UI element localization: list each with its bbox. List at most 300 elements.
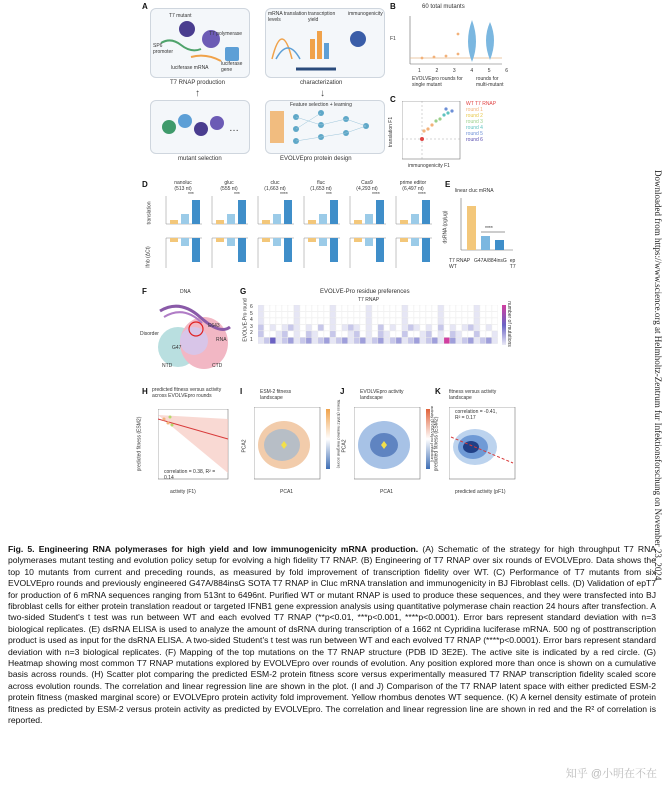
bar — [330, 238, 338, 262]
heatmap-cell — [462, 331, 468, 337]
heatmap-cell — [402, 325, 408, 331]
heatmap-cell — [282, 325, 288, 331]
panel-i-ylabel: PCA2 — [241, 439, 248, 453]
heatmap-cell — [282, 338, 288, 344]
heatmap-cell — [438, 331, 444, 337]
heatmap-cell — [264, 318, 270, 324]
column-length: (1,653 nt) — [310, 186, 332, 192]
t7-mutant-label: T7 mutant — [169, 13, 192, 19]
heatmap-cell — [378, 318, 384, 324]
heatmap-cell — [270, 331, 276, 337]
panel-b-xticks — [418, 68, 508, 74]
bar — [262, 220, 270, 224]
label-transcription: transcription — [308, 11, 336, 17]
heatmap-cell — [492, 338, 498, 344]
heatmap-cell — [408, 325, 414, 331]
heatmap-cell — [480, 338, 486, 344]
heatmap-cell — [384, 305, 390, 311]
heatmap-cell — [288, 338, 294, 344]
heatmap-cell — [450, 331, 456, 337]
heatmap-cell — [342, 331, 348, 337]
heatmap-cell — [378, 312, 384, 318]
heatmap-cell — [402, 312, 408, 318]
heatmap-cell — [420, 312, 426, 318]
heatmap-cell — [276, 325, 282, 331]
legend-item: round 3 — [466, 119, 483, 125]
heatmap-cell — [450, 312, 456, 318]
heatmap-cell — [486, 305, 492, 311]
heatmap-cell — [294, 338, 300, 344]
panel-g-ylabel: EVOLVE-Pro round — [242, 298, 249, 342]
heatmap-cell — [378, 325, 384, 331]
label-e643: E643 — [208, 323, 220, 329]
heatmap-cell — [444, 312, 450, 318]
heatmap-cell — [318, 331, 324, 337]
heatmap-cell — [282, 318, 288, 324]
heatmap-cell — [264, 338, 270, 344]
heatmap-cell — [456, 338, 462, 344]
heatmap-cell — [432, 331, 438, 337]
heatmap-cell — [456, 312, 462, 318]
bar — [308, 220, 316, 224]
tick: 2 — [250, 330, 253, 336]
heatmap-cell — [354, 312, 360, 318]
panel-b-xlabel-right: rounds for multi-mutant — [476, 76, 504, 88]
column-bars — [208, 194, 250, 278]
column-name: nanoluc — [174, 180, 192, 186]
heatmap-cell — [330, 305, 336, 311]
heatmap-cell — [318, 338, 324, 344]
heatmap-cell — [492, 331, 498, 337]
panel-letter: I — [240, 387, 243, 396]
heatmap-cell — [258, 325, 264, 331]
heatmap-cell — [354, 305, 360, 311]
heatmap-cell — [330, 331, 336, 337]
panel-k-ylabel: predicted fitness (ESM2) — [433, 416, 440, 472]
column-bars — [300, 194, 342, 278]
panel-d-column — [392, 180, 434, 280]
heatmap-cell — [396, 331, 402, 337]
heatmap-cell — [462, 338, 468, 344]
panel-k — [435, 385, 520, 535]
heatmap-cell — [300, 318, 306, 324]
panel-h-ylabel: predicted fitness (ESM2) — [136, 416, 143, 472]
bar — [227, 214, 235, 224]
heatmap-cell — [396, 312, 402, 318]
evolvepro-box — [265, 100, 385, 154]
bar — [284, 238, 292, 262]
panel-letter: B — [390, 2, 396, 11]
column-name: cluc — [270, 180, 280, 186]
bar-ept7 — [495, 240, 504, 250]
bar — [422, 200, 430, 224]
column-length: (1,663 nt) — [264, 186, 286, 192]
heatmap-cell — [312, 318, 318, 324]
heatmap-cell — [312, 331, 318, 337]
panel-c-ylabel: translation F1 — [388, 116, 395, 148]
tick: 5 — [487, 68, 491, 74]
panel-b-xlabel-left: EVOLVEpro rounds for single mutant — [412, 76, 463, 88]
bar — [227, 238, 235, 246]
heatmap-cell — [390, 338, 396, 344]
heatmap-cell — [354, 318, 360, 324]
heatmap-cell — [312, 312, 318, 318]
bar — [238, 200, 246, 224]
heatmap-cell — [420, 305, 426, 311]
heatmap-cell — [264, 325, 270, 331]
heatmap-cell — [408, 305, 414, 311]
heatmap-cell — [480, 331, 486, 337]
heatmap-cell — [426, 305, 432, 311]
heatmap-cell — [294, 325, 300, 331]
panel-c-scatter — [402, 101, 462, 161]
heatmap-cell — [438, 338, 444, 344]
heatmap-cell — [450, 325, 456, 331]
heatmap-cell — [348, 331, 354, 337]
heatmap-cell — [444, 325, 450, 331]
heatmap-cell — [372, 318, 378, 324]
caption-title: Engineering RNA polymerases for high yield and low immunogenicity mRNA production. — [38, 544, 419, 554]
bar — [411, 214, 419, 224]
heatmap-cell — [456, 331, 462, 337]
heatmap-cell — [282, 331, 288, 337]
tick: 4 — [470, 68, 474, 74]
heatmap-cell — [414, 331, 420, 337]
heatmap-cell — [378, 305, 384, 311]
panel-g-title: EVOLVE-Pro residue preferences — [320, 289, 410, 295]
heatmap-cell — [426, 325, 432, 331]
characterization-box — [265, 8, 385, 78]
heatmap-cell — [336, 305, 342, 311]
heatmap-cell — [384, 331, 390, 337]
heatmap-cell — [432, 318, 438, 324]
heatmap-cell — [450, 318, 456, 324]
heatmap-cell — [324, 325, 330, 331]
column-length: (6,497 nt) — [402, 186, 424, 192]
bar — [354, 220, 362, 224]
heatmap-cell — [372, 331, 378, 337]
bar — [216, 220, 224, 224]
tick: 3 — [250, 323, 253, 330]
heatmap-cell — [414, 318, 420, 324]
heatmap-cell — [444, 338, 450, 344]
bar — [262, 238, 270, 242]
bar-wt — [467, 206, 476, 250]
heatmap-cell — [360, 325, 366, 331]
panel-i-cbar-label: fitness (ESM2 masked marginal score) — [336, 399, 342, 469]
panel-d-columns — [162, 180, 440, 280]
heatmap-cell — [330, 338, 336, 344]
heatmap-cell — [396, 325, 402, 331]
heatmap-cell — [420, 331, 426, 337]
step-mutant-selection: mutant selection — [178, 156, 222, 162]
panel-k-title: fitness versus activity landscape — [449, 389, 497, 401]
heatmap-cell — [420, 338, 426, 344]
column-name: fluc — [317, 180, 325, 186]
bar — [411, 238, 419, 246]
heatmap-cell — [324, 312, 330, 318]
heatmap-cell — [276, 338, 282, 344]
heatmap-cell — [294, 312, 300, 318]
panel-e-stars: **** — [485, 226, 493, 232]
panel-d — [140, 178, 440, 280]
heatmap-cell — [390, 312, 396, 318]
heatmap-cell — [390, 325, 396, 331]
panel-letter: C — [390, 95, 396, 104]
heatmap-cell — [372, 305, 378, 311]
heatmap-cell — [306, 305, 312, 311]
bar — [354, 238, 362, 242]
heatmap-cell — [390, 305, 396, 311]
heatmap-cell — [360, 312, 366, 318]
heatmap-cell — [354, 325, 360, 331]
heatmap-cell — [468, 312, 474, 318]
heatmap-cell — [306, 325, 312, 331]
arrow-down-icon: ↓ — [320, 88, 325, 99]
heatmap-cell — [492, 312, 498, 318]
panel-j-cbar-label: activity (EVOLVEpro prediction) — [429, 406, 435, 462]
neural-network-illustration — [266, 101, 384, 153]
panel-letter: E — [445, 180, 451, 189]
panel-b-title: 60 total mutants — [422, 4, 465, 10]
heatmap-cell — [300, 325, 306, 331]
panel-i-scatter — [254, 407, 324, 483]
heatmap-cell — [402, 305, 408, 311]
panel-a — [140, 0, 385, 170]
panel-i-title: ESM-2 fitness landscape — [260, 389, 292, 401]
bar — [400, 220, 408, 224]
heatmap-cell — [474, 325, 480, 331]
column-name: Cas9 — [361, 180, 373, 186]
panel-d-row-label-ifnb: Ifnb (ΔCt) — [145, 246, 152, 268]
heatmap-cell — [384, 318, 390, 324]
heatmap-cell — [426, 318, 432, 324]
legend-item: WT T7 RNAP — [466, 101, 497, 107]
heatmap-cell — [372, 312, 378, 318]
bar — [181, 238, 189, 246]
characterization-illustration — [266, 9, 384, 77]
heatmap-cell — [462, 312, 468, 318]
heatmap-cell — [306, 312, 312, 318]
heatmap-cell — [366, 312, 372, 318]
label-immunogenicity: immunogenicity — [348, 11, 383, 17]
panel-d-column — [208, 180, 250, 280]
panel-j-xlabel: PCA1 — [380, 489, 394, 495]
heatmap-cell — [336, 331, 342, 337]
label-disorder: Disorder — [140, 331, 159, 337]
panel-c — [390, 95, 520, 175]
heatmap-cell — [396, 338, 402, 344]
heatmap-cell — [366, 338, 372, 344]
heatmap-cell — [300, 338, 306, 344]
luciferase-gene-label: luciferase gene — [221, 61, 243, 73]
heatmap-cell — [270, 338, 276, 344]
heatmap-cell — [468, 305, 474, 311]
heatmap-cell — [330, 325, 336, 331]
heatmap-cell — [312, 338, 318, 344]
tick: T7 RNAP WT — [449, 258, 471, 270]
heatmap-cell — [432, 325, 438, 331]
heatmap-cell — [414, 325, 420, 331]
panel-e-bar-chart — [455, 196, 515, 254]
heatmap-cell — [324, 338, 330, 344]
heatmap-cell — [492, 325, 498, 331]
heatmap-cell — [258, 318, 264, 324]
heatmap-cell — [264, 305, 270, 311]
heatmap-cell — [318, 305, 324, 311]
heatmap-cell — [408, 318, 414, 324]
panel-b-ylabel: F1 — [390, 36, 396, 42]
heatmap-cell — [456, 325, 462, 331]
column-name: prime editor — [399, 180, 427, 186]
download-notice: Downloaded from https://www.science.org at Helmholtz-Zentrum fur Infektionsforschung on November 23, 2024 — [653, 170, 663, 581]
column-length: (513 nt) — [174, 186, 192, 192]
heatmap-cell — [468, 318, 474, 324]
heatmap-cell — [474, 338, 480, 344]
heatmap-cell — [366, 305, 372, 311]
heatmap-cell — [258, 312, 264, 318]
bar — [284, 200, 292, 224]
heatmap-cell — [366, 325, 372, 331]
panel-i-xlabel: PCA1 — [280, 489, 294, 495]
panel-letter: G — [240, 287, 247, 296]
label-mrna-translation: mRNA translation — [268, 11, 307, 17]
heatmap-cell — [456, 305, 462, 311]
heatmap-cell — [270, 325, 276, 331]
legend-item: round 5 — [466, 131, 483, 137]
heatmap-cell — [372, 325, 378, 331]
t7-production-box — [150, 8, 250, 78]
heatmap-cell — [432, 312, 438, 318]
heatmap-cell — [438, 312, 444, 318]
t7-polymerase-label: T7 polymerase — [209, 31, 243, 37]
step-evolvepro-design: EVOLVEpro protein design — [280, 156, 352, 162]
heatmap-cell — [438, 325, 444, 331]
legend-item: round 2 — [466, 113, 483, 119]
heatmap-cell — [486, 318, 492, 324]
heatmap-cell — [438, 305, 444, 311]
panel-k-stats: correlation = -0.41, R² = 0.17 — [455, 409, 497, 421]
heatmap-cell — [318, 312, 324, 318]
heatmap-cell — [330, 312, 336, 318]
bar — [422, 238, 430, 262]
bar — [170, 238, 178, 242]
column-bars — [392, 194, 434, 278]
heatmap-cell — [414, 312, 420, 318]
heatmap-cell — [360, 338, 366, 344]
heatmap-cell — [360, 318, 366, 324]
tick: 3 — [452, 68, 456, 74]
heatmap-cell — [276, 318, 282, 324]
panel-g — [240, 285, 520, 380]
label-levels: levels — [268, 17, 281, 23]
panel-c-legend — [466, 101, 518, 143]
column-length: (4,293 nt) — [356, 186, 378, 192]
heatmap-cell — [486, 312, 492, 318]
heatmap-cell — [462, 305, 468, 311]
heatmap-cell — [378, 331, 384, 337]
significance-stars: **** — [372, 192, 380, 198]
bar — [319, 214, 327, 224]
heatmap-cell — [414, 338, 420, 344]
heatmap-cell — [336, 338, 342, 344]
bar — [170, 220, 178, 224]
heatmap-cell — [288, 318, 294, 324]
panel-j-title: EVOLVEpro activity landscape — [360, 389, 404, 401]
label-rna: RNA — [216, 337, 227, 343]
panel-c-xlabel: immunogenicity F1 — [408, 163, 450, 169]
bar — [365, 214, 373, 224]
heatmap-cell — [480, 325, 486, 331]
panel-g-yticks — [250, 304, 256, 343]
bar — [400, 238, 408, 242]
heatmap-cell — [486, 338, 492, 344]
heatmap-cell — [318, 318, 324, 324]
bar — [376, 238, 384, 262]
heatmap-cell — [444, 331, 450, 337]
heatmap-cell — [378, 338, 384, 344]
panel-d-column — [162, 180, 204, 280]
tick: 1 — [418, 68, 421, 74]
caption-body: (A) Schematic of the strategy for high throughput T7 RNA polymerases mutant testing and evolution policy setup for evolving a high fidelity T7 RNAP. (B) Engineering of T7 RNAP over six rounds of EVOLVEpro. Data shows the top 10 mutants from current and preceding rounds, as measured by fold improvement of transcription fidelity over WT. (C) Performance of T7 mutants from six EVOLVEpro rounds and previously engineered G47A/884insG SOTA T7 RNAP in Cluc mRNA translation and immunogenicity in BJ Fibroblast cells. (D) Validation of epT7 for production of 6 mRNA sequences ranging from 513nt to 6496nt. Purified WT or mutant RNAP is used to produce these sequences, and they were transfected into BJ fibroblast cells for either protein translation readout or targeted IFNB1 gene expression analysis using quantitative polymerase chain reaction 24 hours after transfection. A two-sided Student's t test was run between WT and each evolved T7 RNAP (**p<0.01, ***p<0.001, ****p<0.0001). Error bars represent standard deviation with n=3 biological replicates. (E) dsRNA ELISA is used to analyze the amount of dsRNA during transcription of a 1662 nt Cypridina luciferase mRNA. 500 ng of posttranscription product is used as input for the dsRNA ELISA. A two-sided Student's t test was run between WT and each evolved T7 RNAP (****p<0.0001). Error bars represent standard deviation with n=3 biological replicates. (F) Mapping of the top mutations on the T7 RNAP structure (PDB ID 3E2E). The active site is indicated by a red circle. (G) Heatmap showing most common T7 RNAP mutations explored by EVOLVEpro over rounds of evolution. Any position explored more than once is shown on a cumulative basis across rounds. (H) Scatter plot comparing the predicted ESM-2 protein fitness score versus experimentally measured T7 RNAP transcription fidelity scaled score across evolution rounds. The correlation and linear regression line are shown in the plot. (I and J) Comparison of the T7 RNAP latent space with either predicted ESM-2 protein fitness (masked marginal score) or EVOLVEpro protein activity fold improvement. Yellow rhombus denotes WT sequence. (K) A kernel density estimate of protein fitness as predicted by ESM-2 versus protein activity as predicted by EVOLVEpro. The correlation and linear regression line are shown in red and the R² of correlation is reported. — [8, 544, 656, 726]
heatmap-cell — [348, 318, 354, 324]
bar — [192, 238, 200, 262]
mutant-selection-illustration — [151, 101, 249, 153]
panel-g-colorbar-label: number of mutations — [505, 301, 512, 347]
heatmap-cell — [282, 312, 288, 318]
heatmap-cell — [276, 312, 282, 318]
bar — [330, 200, 338, 224]
heatmap-cell — [258, 331, 264, 337]
step-t7-production: T7 RNAP production — [170, 80, 225, 86]
panel-letter: H — [142, 387, 148, 396]
heatmap-cell — [360, 331, 366, 337]
bar — [273, 238, 281, 246]
panel-e-title: linear cluc mRNA — [455, 188, 494, 194]
mutant-selection-box — [150, 100, 250, 154]
panel-d-column — [346, 180, 388, 280]
bar — [319, 238, 327, 246]
heatmap-cell — [414, 305, 420, 311]
heatmap-cell — [420, 318, 426, 324]
heatmap-cell — [396, 318, 402, 324]
panel-k-xlabel: predicted activity (pF1) — [455, 489, 506, 495]
panel-g-subtitle: T7 RNAP — [358, 297, 380, 303]
heatmap-cell — [486, 331, 492, 337]
heatmap-cell — [354, 338, 360, 344]
heatmap-cell — [474, 305, 480, 311]
legend-item: round 1 — [466, 107, 483, 113]
heatmap-cell — [348, 312, 354, 318]
heatmap-cell — [312, 325, 318, 331]
heatmap-cell — [282, 305, 288, 311]
bar — [238, 238, 246, 262]
legend-item: round 6 — [466, 137, 483, 143]
column-name: gluc — [224, 180, 234, 186]
legend-item: round 4 — [466, 125, 483, 131]
bar — [273, 214, 281, 224]
heatmap-cell — [342, 312, 348, 318]
heatmap-cell — [402, 318, 408, 324]
design-header: Feature selection + learning — [290, 102, 352, 108]
panel-j-ylabel: PCA2 — [341, 439, 348, 453]
column-bars — [346, 194, 388, 278]
heatmap-cell — [456, 318, 462, 324]
panel-letter: F — [142, 287, 147, 296]
heatmap-cell — [342, 305, 348, 311]
heatmap-cell — [348, 325, 354, 331]
heatmap-cell — [336, 318, 342, 324]
